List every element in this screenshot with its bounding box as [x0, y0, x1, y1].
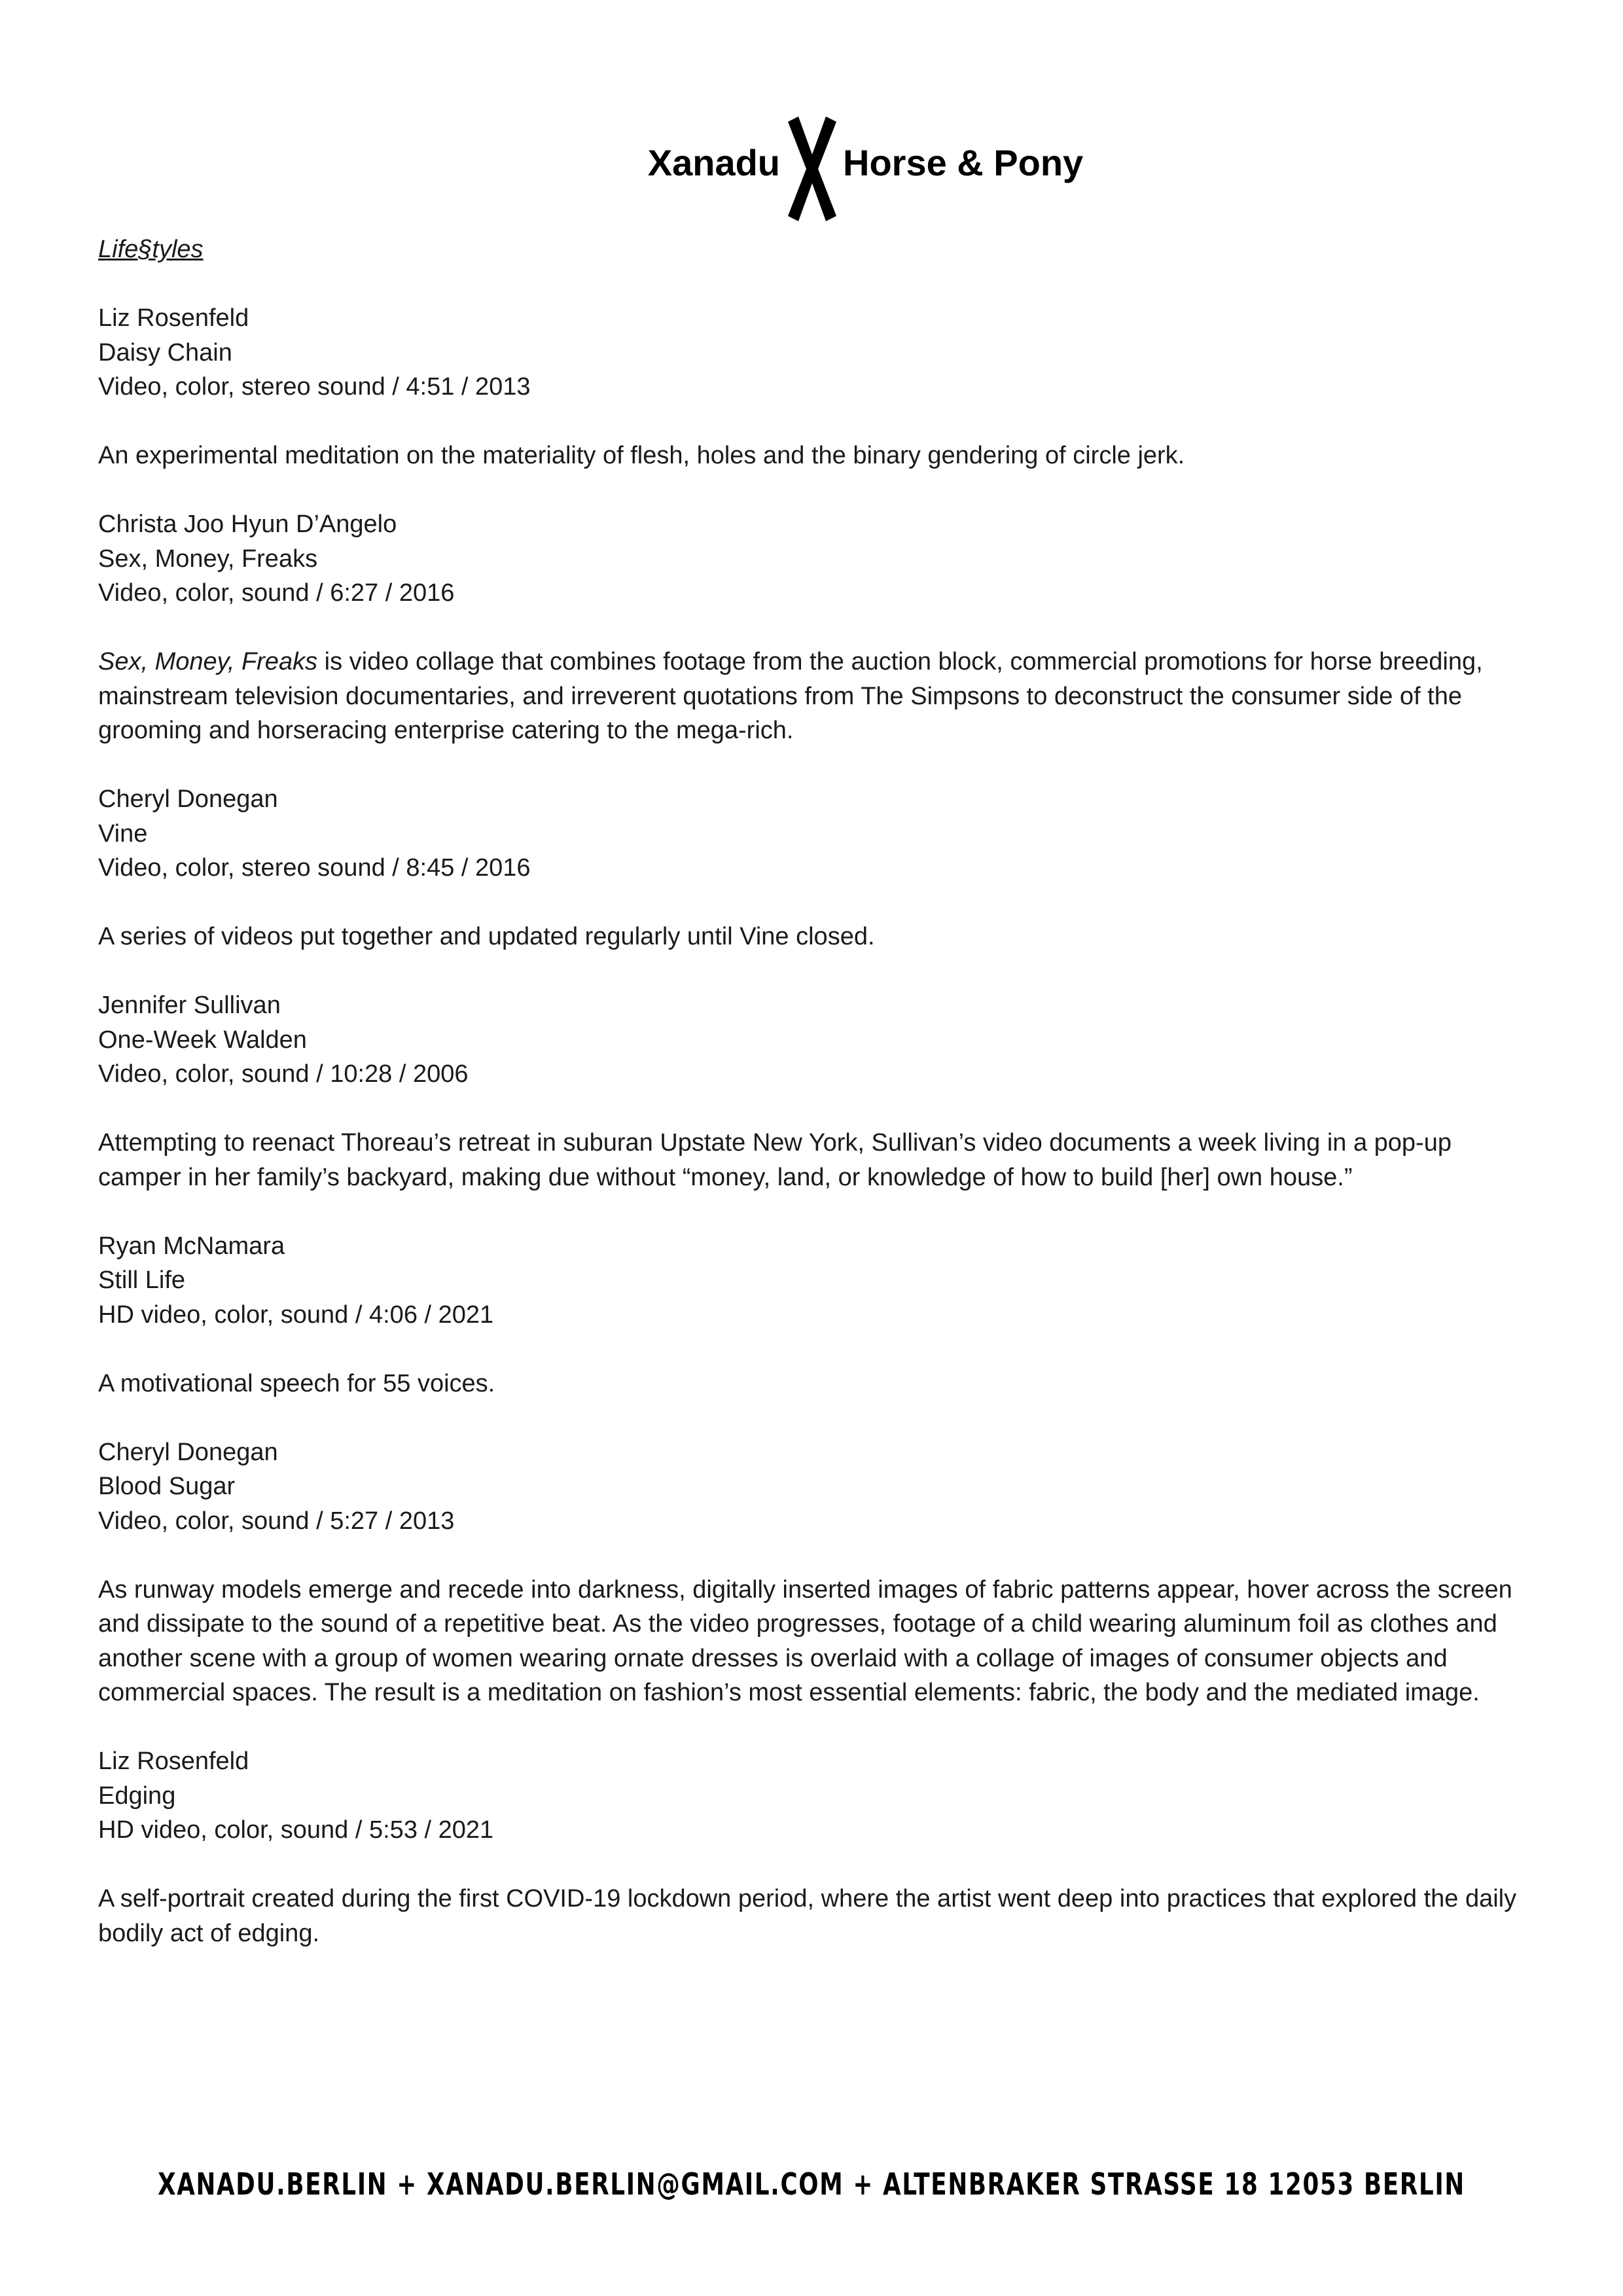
section-title: Life§tyles — [98, 236, 204, 263]
work-details: HD video, color, sound / 5:53 / 2021 — [98, 1816, 494, 1844]
work-details: HD video, color, sound / 4:06 / 2021 — [98, 1300, 494, 1329]
work-title: Still Life — [98, 1266, 186, 1294]
program-entry — [98, 1744, 1531, 1950]
work-details: Video, color, sound / 6:27 / 2016 — [98, 579, 455, 607]
work-description — [98, 1573, 1531, 1710]
artist-name: Cheryl Donegan — [98, 1438, 278, 1466]
work-description — [98, 1367, 1531, 1401]
artist-name: Jennifer Sullivan — [98, 992, 281, 1019]
program-entry — [98, 507, 1531, 748]
work-description — [98, 920, 1531, 954]
x-logo-icon — [783, 117, 842, 221]
program-entry — [98, 988, 1531, 1194]
work-details: Video, color, stereo sound / 8:45 / 2016 — [98, 854, 531, 882]
work-title: Daisy Chain — [98, 338, 232, 367]
description-text: is video collage that combines footage from the auction block, commercial promotions for horse breeding, mainstream television documentaries, and irreverent quotations from The Simpsons to deconstruct the consumer side of the grooming and horseracing enterprise catering to the mega-rich. — [98, 648, 1483, 744]
description-text: A series of videos put together and updated regularly until Vine closed. — [98, 923, 875, 950]
work-title: Blood Sugar — [98, 1473, 236, 1500]
description-text: An experimental meditation on the materiality of flesh, holes and the binary gendering of circle jerk. — [98, 442, 1185, 469]
artist-name: Cheryl Donegan — [98, 785, 278, 813]
program-entry — [98, 1435, 1531, 1710]
work-title: One-Week Walden — [98, 1026, 307, 1054]
artist-name: Liz Rosenfeld — [98, 1748, 249, 1775]
work-description — [98, 1126, 1531, 1194]
description-text: Attempting to reenact Thoreau’s retreat in suburan Upstate New York, Sullivan’s video documents a week living in a pop-up camper in her family’s backyard, making due without “money, land, or knowledge of how to build [her] own house.” — [98, 1129, 1452, 1191]
description-text: A self-portrait created during the first COVID-19 lockdown period, where the artist went deep into practices that explored the daily bodily act of edging. — [98, 1885, 1517, 1947]
description-text: A motivational speech for 55 voices. — [98, 1369, 495, 1397]
work-description — [98, 1882, 1531, 1950]
page-footer: XANADU.BERLIN + XANADU.BERLIN@GMAIL.COM + ALTENBRAKER STRASSE 18 12053 BERLIN — [158, 2166, 1465, 2202]
program-content — [98, 232, 1531, 1985]
work-description — [98, 439, 1531, 473]
work-title: Edging — [98, 1782, 176, 1810]
work-details: Video, color, sound / 10:28 / 2006 — [98, 1060, 469, 1088]
description-title-italic: Sex, Money, Freaks — [98, 648, 318, 675]
work-details: Video, color, sound / 5:27 / 2013 — [98, 1507, 455, 1535]
program-entry — [98, 1229, 1531, 1401]
work-title: Vine — [98, 819, 148, 848]
description-text: As runway models emerge and recede into darkness, digitally inserted images of fabric patterns appear, hover across the screen and dissipate to the sound of a repetitive beat. As the video progresses, footage of a child wearing aluminum foil as clothes and another scene with a group of women wearing ornate dresses is overlaid with a collage of images of consumer objects and commercial spaces. The result is a meditation on fashion’s most essential elements: fabric, the body and the mediated image. — [98, 1575, 1512, 1706]
artist-name: Christa Joo Hyun D’Angelo — [98, 511, 397, 538]
artist-name: Ryan McNamara — [98, 1232, 285, 1260]
program-entry — [98, 782, 1531, 954]
brand-name-right: Horse & Pony — [843, 142, 1084, 183]
work-description — [98, 645, 1531, 748]
work-details: Video, color, stereo sound / 4:51 / 2013 — [98, 373, 531, 401]
artist-name: Liz Rosenfeld — [98, 304, 249, 332]
page-header — [0, 117, 1623, 221]
work-title: Sex, Money, Freaks — [98, 545, 318, 573]
program-entry — [98, 301, 1531, 473]
brand-name-left: Xanadu — [647, 142, 780, 183]
